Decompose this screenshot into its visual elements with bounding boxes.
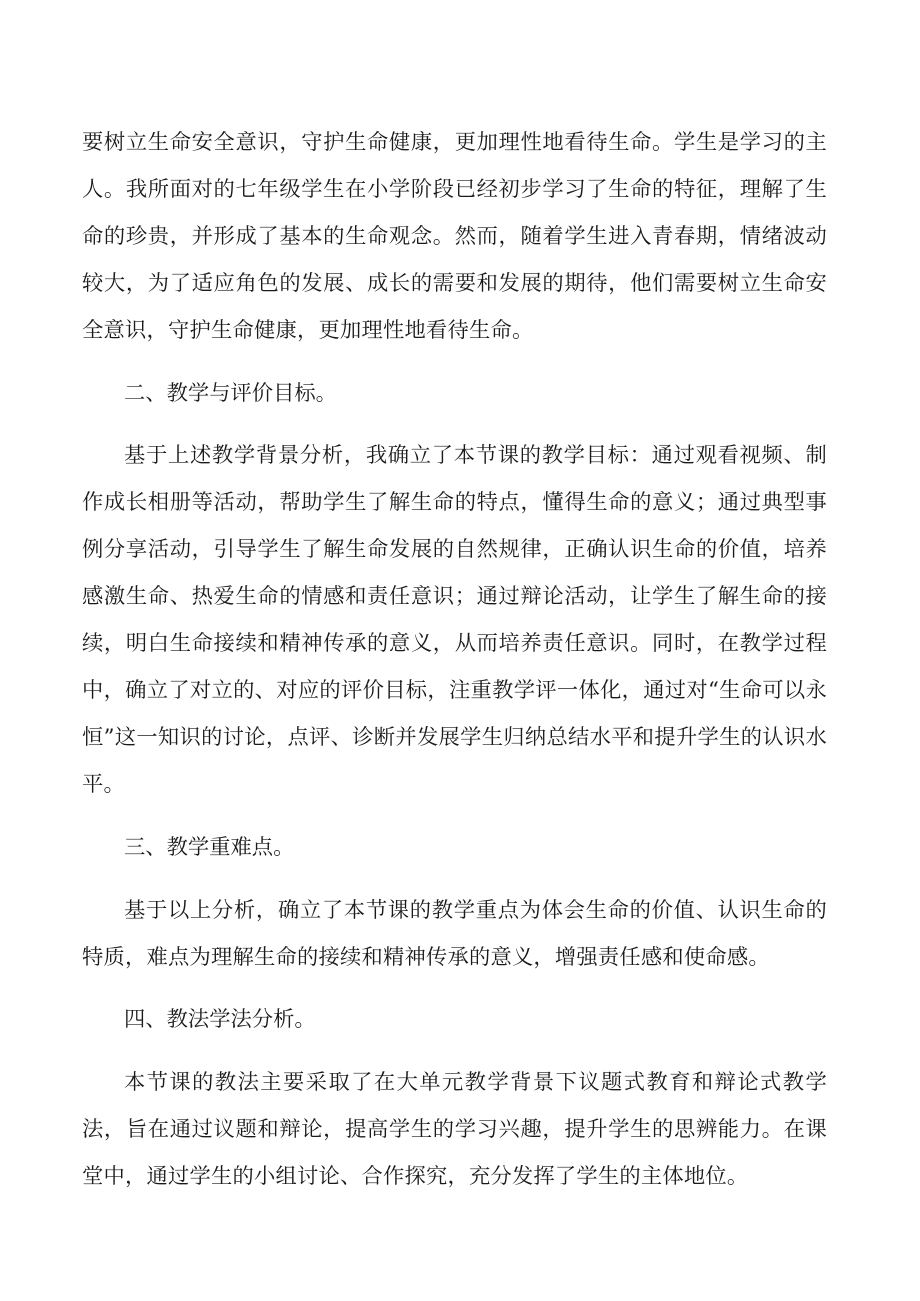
spacer xyxy=(82,981,827,997)
spacer xyxy=(82,1044,827,1060)
section-3-heading: 三、教学重难点。 xyxy=(124,834,295,860)
section-2-paragraph: 基于上述教学背景分析，我确立了本节课的教学目标：通过观看视频、制作成长相册等活动，帮助学生了解生命的特点，懂得生命的意义；通过典型事例分享活动，引导学生了解生命发展的自然规律，正确认识生命的价值，培养感激生命、热爱生命的情感和责任意识；通过辩论活动，让学生了解生命的接续，明白生命接续和精神传承的意义，从而培养责任意识。同时，在教学过程中，确立了对立的、对应的评价目标，注重教学评一体化，通过对“生命可以永恒”这一知识的讨论，点评、诊断并发展学生归纳总结水平和提升学生的认识水平。 xyxy=(82,443,827,797)
section-3-paragraph: 基于以上分析，确立了本节课的教学重点为体会生命的价值、认识生命的特质，难点为理解生命的接续和精神传承的意义，增强责任感和使命感。 xyxy=(82,897,827,970)
intro-paragraph: 要树立生命安全意识，守护生命健康，更加理性地看待生命。学生是学习的主人。我所面对的七年级学生在小学阶段已经初步学习了生命的特征，理解了生命的珍贵，并形成了基本的生命观念。然而，随着学生进入青春期，情绪波动较大，为了适应角色的发展、成长的需要和发展的期待，他们需要树立生命安全意识，守护生命健康，更加理性地看待生命。 xyxy=(82,130,827,343)
spacer xyxy=(82,417,827,433)
document-body xyxy=(82,120,827,1201)
spacer xyxy=(82,872,827,888)
spacer xyxy=(82,355,827,371)
section-4-paragraph: 本节课的教法主要采取了在大单元教学背景下议题式教育和辩论式教学法，旨在通过议题和辩论，提高学生的学习兴趣，提升学生的思辨能力。在课堂中，通过学生的小组讨论、合作探究，充分发挥了学生的主体地位。 xyxy=(82,1070,827,1190)
section-2-heading: 二、教学与评价目标。 xyxy=(124,380,337,406)
section-4-heading: 四、教法学法分析。 xyxy=(124,1007,316,1033)
spacer xyxy=(82,809,827,825)
